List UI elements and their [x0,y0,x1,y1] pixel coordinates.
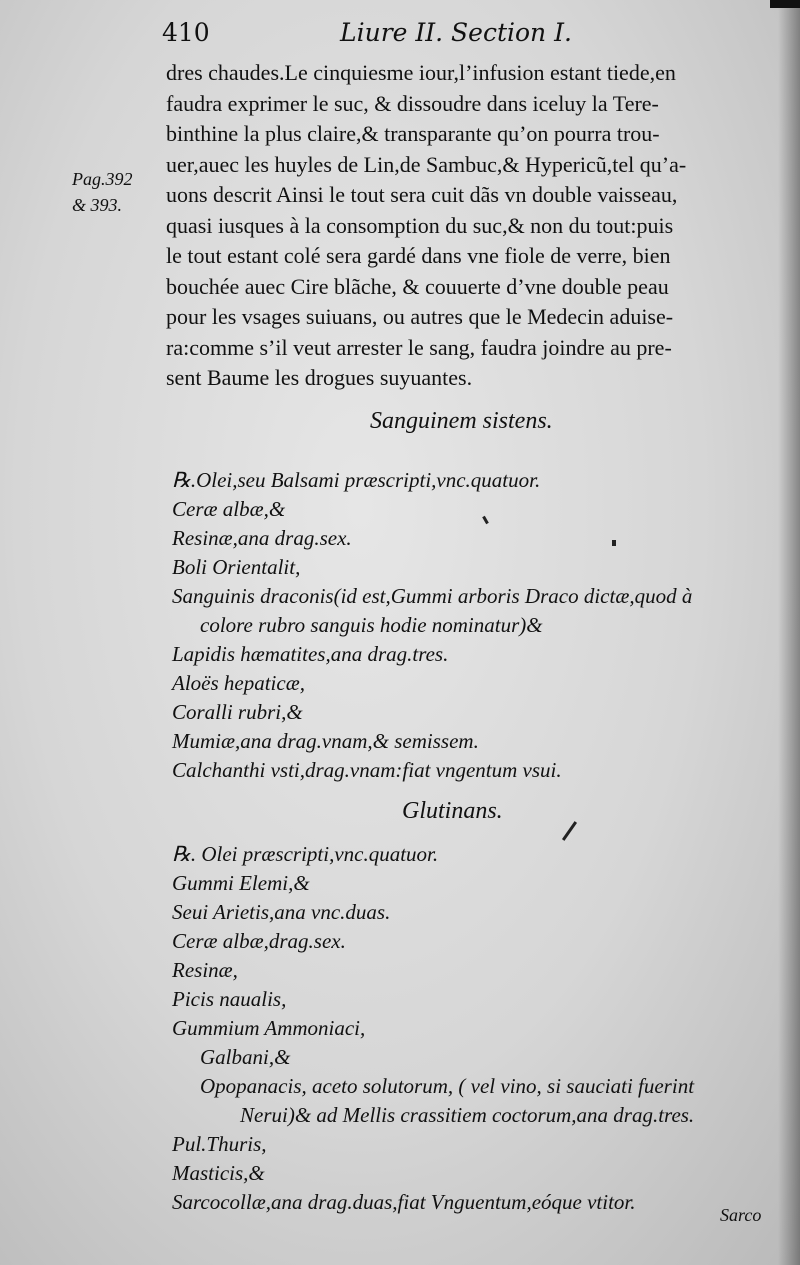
ink-mark [562,821,577,841]
recipe-list-sanguinem [172,466,692,785]
margin-note-line: & 393. [72,195,123,215]
body-paragraph [166,58,766,394]
body-line: bouchée auec Cire blãche, & couuerte d’vne double peau [166,273,669,299]
body-line: ra:comme s’il veut arrester le sang, faudra joindre au pre- [166,334,672,360]
body-line: le tout estant colé sera gardé dans vne fiole de verre, bien [166,243,671,268]
recipe-item: Resinæ, [172,958,238,982]
recipe-item: Gummium Ammoniaci, [172,1016,366,1040]
recipe-item: ℞. Olei præscripti,vnc.quatuor. [172,842,439,866]
recipe-list-glutinans [172,840,694,1217]
recipe-item: Picis naualis, [172,987,287,1011]
recipe-item: Mumiæ,ana drag.vnam,& semissem. [172,729,479,753]
recipe-item: Calchanthi vsti,drag.vnam:fiat vngentum vsui. [172,758,562,782]
recipe-item: Sarcocollæ,ana drag.duas,fiat Vnguentum,eóque vtitor. [172,1190,636,1214]
recipe-item: Nerui)& ad Mellis crassitiem coctorum,ana drag.tres. [240,1103,695,1127]
body-line: pour les vsages suiuans, ou autres que le Medecin aduise- [166,304,674,329]
section-heading-glutinans: Glutinans. [402,798,503,824]
recipe-item: Pul.Thuris, [172,1132,267,1156]
recipe-item: Sanguinis draconis(id est,Gummi arboris Draco dictæ,quod à [172,584,693,608]
body-line: uer,auec les huyles de Lin,de Sambuc,& Hypericũ,tel qu’a- [166,151,687,177]
recipe-item: Galbani,& [200,1045,291,1069]
recipe-item: ℞.Olei,seu Balsami præscripti,vnc.quatuor. [172,468,541,492]
body-line: sent Baume les drogues suyuantes. [166,365,473,390]
body-line: dres chaudes.Le cinquiesme iour,l’infusion estant tiede,en [166,60,676,85]
recipe-item: Ceræ albæ,& [172,497,286,521]
body-line: uons descrit Ainsi le tout sera cuit dãs vn double vaisseau, [166,182,678,207]
recipe-item: Lapidis hæmatites,ana drag.tres. [172,642,449,666]
margin-note-line: Pag.392 [72,169,133,189]
recipe-item: colore rubro sanguis hodie nominatur)& [200,613,543,637]
recipe-item: Masticis,& [172,1161,265,1185]
recipe-item: Coralli rubri,& [172,700,303,724]
ink-mark [612,540,616,546]
body-line: binthine la plus claire,& transparante qu’on pourra trou- [166,121,660,146]
body-line: quasi iusques à la consomption du suc,& non du tout:puis [166,212,674,238]
recipe-item: Boli Orientalit, [172,555,301,579]
recipe-item: Ceræ albæ,drag.sex. [172,929,346,953]
running-title: Liure II. Section I. [340,18,572,47]
recipe-item: Resinæ,ana drag.sex. [172,526,352,550]
page-edge-shadow [778,0,800,1265]
margin-note [72,166,133,218]
recipe-item: Opopanacis, aceto solutorum, ( vel vino, si sauciati fuerint [200,1074,695,1098]
page-number: 410 [162,18,210,47]
recipe-item: Gummi Elemi,& [172,871,310,895]
recipe-item: Seui Arietis,ana vnc.duas. [172,900,391,924]
catchword: Sarco [720,1205,762,1225]
section-heading-sanguinem: Sanguinem sistens. [370,408,553,434]
body-line: faudra exprimer le suc, & dissoudre dans iceluy la Tere- [166,90,659,116]
page-corner [770,0,800,8]
recipe-item: Aloës hepaticæ, [172,671,305,695]
